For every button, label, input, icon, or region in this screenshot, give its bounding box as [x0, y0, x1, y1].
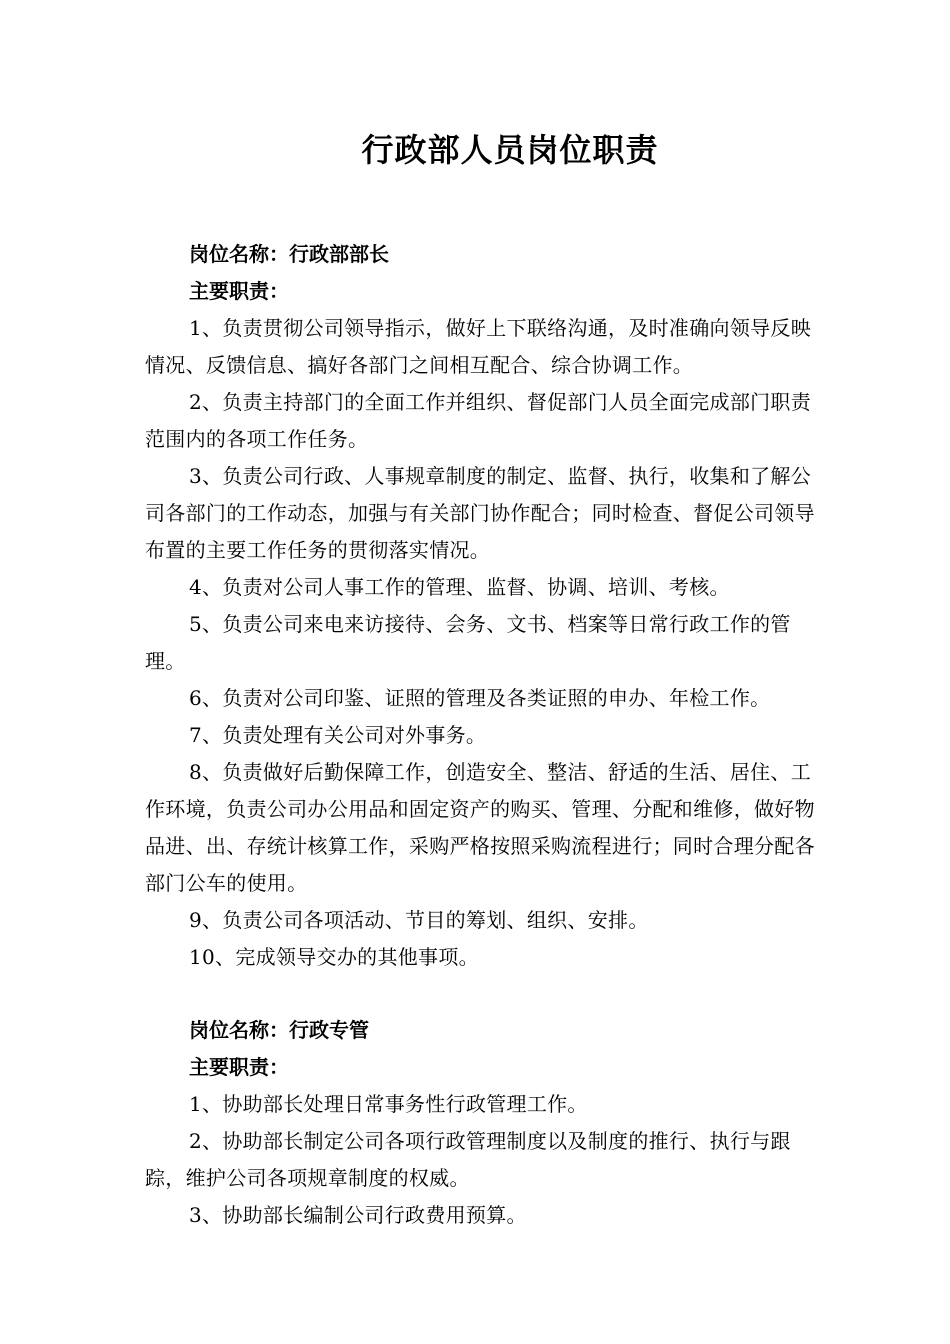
duty-item: 5、负责公司来电来访接待、会务、文书、档案等日常行政工作的管理。 [145, 612, 791, 673]
duty-item: 1、协助部长处理日常事务性行政管理工作。 [189, 1092, 588, 1116]
duty-item: 10、完成领导交办的其他事项。 [189, 945, 479, 969]
duties-heading: 主要职责： [189, 279, 289, 303]
document-body [145, 236, 825, 1234]
position-name: 行政部部长 [289, 242, 389, 266]
duty-item: 7、负责处理有关公司对外事务。 [189, 723, 487, 747]
position-name: 行政专管 [289, 1018, 369, 1042]
duty-item: 6、负责对公司印鉴、证照的管理及各类证照的申办、年检工作。 [189, 686, 771, 710]
section-department-head [145, 236, 825, 976]
duty-item: 8、负责做好后勤保障工作，创造安全、整洁、舒适的生活、居住、工作环境，负责公司办公用品和固定资产的购买、管理、分配和维修，做好物品进、出、存统计核算工作，采购严格按照采购流程进行；同时合理分配各部门公车的使用。 [145, 760, 815, 895]
duties-heading: 主要职责： [189, 1055, 289, 1079]
position-line [145, 236, 825, 273]
position-line [145, 1012, 825, 1049]
duty-item: 1、负责贯彻公司领导指示，做好上下联络沟通，及时准确向领导反映情况、反馈信息、搞好各部门之间相互配合、综合协调工作。 [145, 316, 812, 377]
position-label: 岗位名称： [189, 242, 289, 266]
duty-item: 3、负责公司行政、人事规章制度的制定、监督、执行，收集和了解公司各部门的工作动态，加强与有关部门协作配合；同时检查、督促公司领导布置的主要工作任务的贯彻落实情况。 [145, 464, 815, 562]
document-title: 行政部人员岗位职责 [361, 131, 659, 169]
duty-item: 3、协助部长编制公司行政费用预算。 [189, 1203, 527, 1227]
duty-item: 9、负责公司各项活动、节目的筹划、组织、安排。 [189, 908, 649, 932]
position-label: 岗位名称： [189, 1018, 289, 1042]
duty-item: 4、负责对公司人事工作的管理、监督、协调、培训、考核。 [189, 575, 730, 599]
section-admin-specialist [145, 1012, 825, 1234]
duty-item: 2、负责主持部门的全面工作并组织、督促部门人员全面完成部门职责范围内的各项工作任务。 [145, 390, 812, 451]
duty-item: 2、协助部长制定公司各项行政管理制度以及制度的推行、执行与跟踪，维护公司各项规章制度的权威。 [145, 1129, 791, 1190]
